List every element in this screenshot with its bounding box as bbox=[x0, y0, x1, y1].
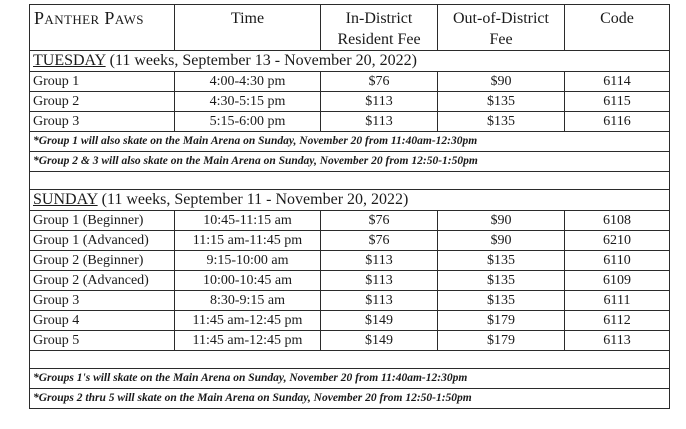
group-cell: Group 2 (Beginner) bbox=[30, 251, 175, 271]
out-of-district-fee-cell: $179 bbox=[438, 331, 565, 351]
section-date-range: (11 weeks, September 13 - November 20, 2022) bbox=[105, 52, 417, 69]
spacer-row bbox=[30, 172, 670, 190]
group-cell: Group 1 (Beginner) bbox=[30, 211, 175, 231]
time-cell: 11:45 am-12:45 pm bbox=[175, 311, 321, 331]
header-row bbox=[30, 5, 670, 51]
time-cell: 10:00-10:45 am bbox=[175, 271, 321, 291]
section-date-range: (11 weeks, September 11 - November 20, 2022) bbox=[97, 191, 409, 208]
code-cell: 6114 bbox=[565, 72, 670, 92]
time-cell: 9:15-10:00 am bbox=[175, 251, 321, 271]
code-cell: 6112 bbox=[565, 311, 670, 331]
code-cell: 6108 bbox=[565, 211, 670, 231]
table-row bbox=[30, 112, 670, 132]
tuesday-section-header bbox=[30, 51, 670, 72]
out-of-district-fee-cell: $90 bbox=[438, 231, 565, 251]
table-row bbox=[30, 251, 670, 271]
code-cell: 6210 bbox=[565, 231, 670, 251]
time-cell: 11:15 am-11:45 pm bbox=[175, 231, 321, 251]
code-cell: 6110 bbox=[565, 251, 670, 271]
code-cell: 6116 bbox=[565, 112, 670, 132]
sunday-section-header bbox=[30, 190, 670, 211]
sunday-note: *Groups 1's will skate on the Main Arena on Sunday, November 20 from 11:40am-12:30pm bbox=[30, 369, 670, 389]
table-row bbox=[30, 231, 670, 251]
note-row bbox=[30, 369, 670, 389]
section-day: SUNDAY bbox=[33, 191, 98, 208]
code-cell: 6115 bbox=[565, 92, 670, 112]
spacer-row bbox=[30, 351, 670, 369]
table-row bbox=[30, 211, 670, 231]
note-row bbox=[30, 389, 670, 409]
code-cell: 6113 bbox=[565, 331, 670, 351]
out-of-district-fee-cell: $135 bbox=[438, 271, 565, 291]
group-cell: Group 5 bbox=[30, 331, 175, 351]
in-district-fee-cell: $76 bbox=[321, 211, 438, 231]
group-cell: Group 1 bbox=[30, 72, 175, 92]
schedule-table bbox=[29, 4, 670, 409]
out-of-district-fee-cell: $179 bbox=[438, 311, 565, 331]
group-cell: Group 4 bbox=[30, 311, 175, 331]
group-cell: Group 1 (Advanced) bbox=[30, 231, 175, 251]
in-district-fee-header: In-District Resident Fee bbox=[321, 5, 438, 51]
out-of-district-fee-cell: $135 bbox=[438, 251, 565, 271]
out-of-district-fee-cell: $135 bbox=[438, 92, 565, 112]
table-row bbox=[30, 291, 670, 311]
out-of-district-fee-cell: $90 bbox=[438, 211, 565, 231]
table-row bbox=[30, 271, 670, 291]
tuesday-note: *Group 1 will also skate on the Main Arena on Sunday, November 20 from 11:40am-12:30pm bbox=[30, 132, 670, 152]
in-district-fee-cell: $76 bbox=[321, 72, 438, 92]
out-of-district-fee-header: Out-of-District Fee bbox=[438, 5, 565, 51]
section-day: TUESDAY bbox=[33, 52, 106, 69]
table-row bbox=[30, 331, 670, 351]
in-district-fee-cell: $113 bbox=[321, 251, 438, 271]
out-of-district-fee-cell: $135 bbox=[438, 291, 565, 311]
in-district-fee-cell: $113 bbox=[321, 112, 438, 132]
group-cell: Group 3 bbox=[30, 112, 175, 132]
time-header: Time bbox=[175, 5, 321, 51]
out-of-district-fee-cell: $90 bbox=[438, 72, 565, 92]
note-row bbox=[30, 152, 670, 172]
sunday-note: *Groups 2 thru 5 will skate on the Main Arena on Sunday, November 20 from 12:50-1:50pm bbox=[30, 389, 670, 409]
group-cell: Group 2 bbox=[30, 92, 175, 112]
in-district-fee-cell: $113 bbox=[321, 291, 438, 311]
time-cell: 4:00-4:30 pm bbox=[175, 72, 321, 92]
table-row bbox=[30, 92, 670, 112]
in-district-fee-cell: $149 bbox=[321, 331, 438, 351]
code-cell: 6109 bbox=[565, 271, 670, 291]
tuesday-note: *Group 2 & 3 will also skate on the Main Arena on Sunday, November 20 from 12:50-1:50pm bbox=[30, 152, 670, 172]
time-cell: 4:30-5:15 pm bbox=[175, 92, 321, 112]
table-row bbox=[30, 72, 670, 92]
in-district-fee-cell: $76 bbox=[321, 231, 438, 251]
group-cell: Group 2 (Advanced) bbox=[30, 271, 175, 291]
time-cell: 5:15-6:00 pm bbox=[175, 112, 321, 132]
out-of-district-fee-cell: $135 bbox=[438, 112, 565, 132]
time-cell: 8:30-9:15 am bbox=[175, 291, 321, 311]
program-title: Panther Paws bbox=[30, 5, 175, 51]
code-header: Code bbox=[565, 5, 670, 51]
table-row bbox=[30, 311, 670, 331]
code-cell: 6111 bbox=[565, 291, 670, 311]
in-district-fee-cell: $113 bbox=[321, 271, 438, 291]
in-district-fee-cell: $149 bbox=[321, 311, 438, 331]
time-cell: 10:45-11:15 am bbox=[175, 211, 321, 231]
group-cell: Group 3 bbox=[30, 291, 175, 311]
time-cell: 11:45 am-12:45 pm bbox=[175, 331, 321, 351]
in-district-fee-cell: $113 bbox=[321, 92, 438, 112]
note-row bbox=[30, 132, 670, 152]
